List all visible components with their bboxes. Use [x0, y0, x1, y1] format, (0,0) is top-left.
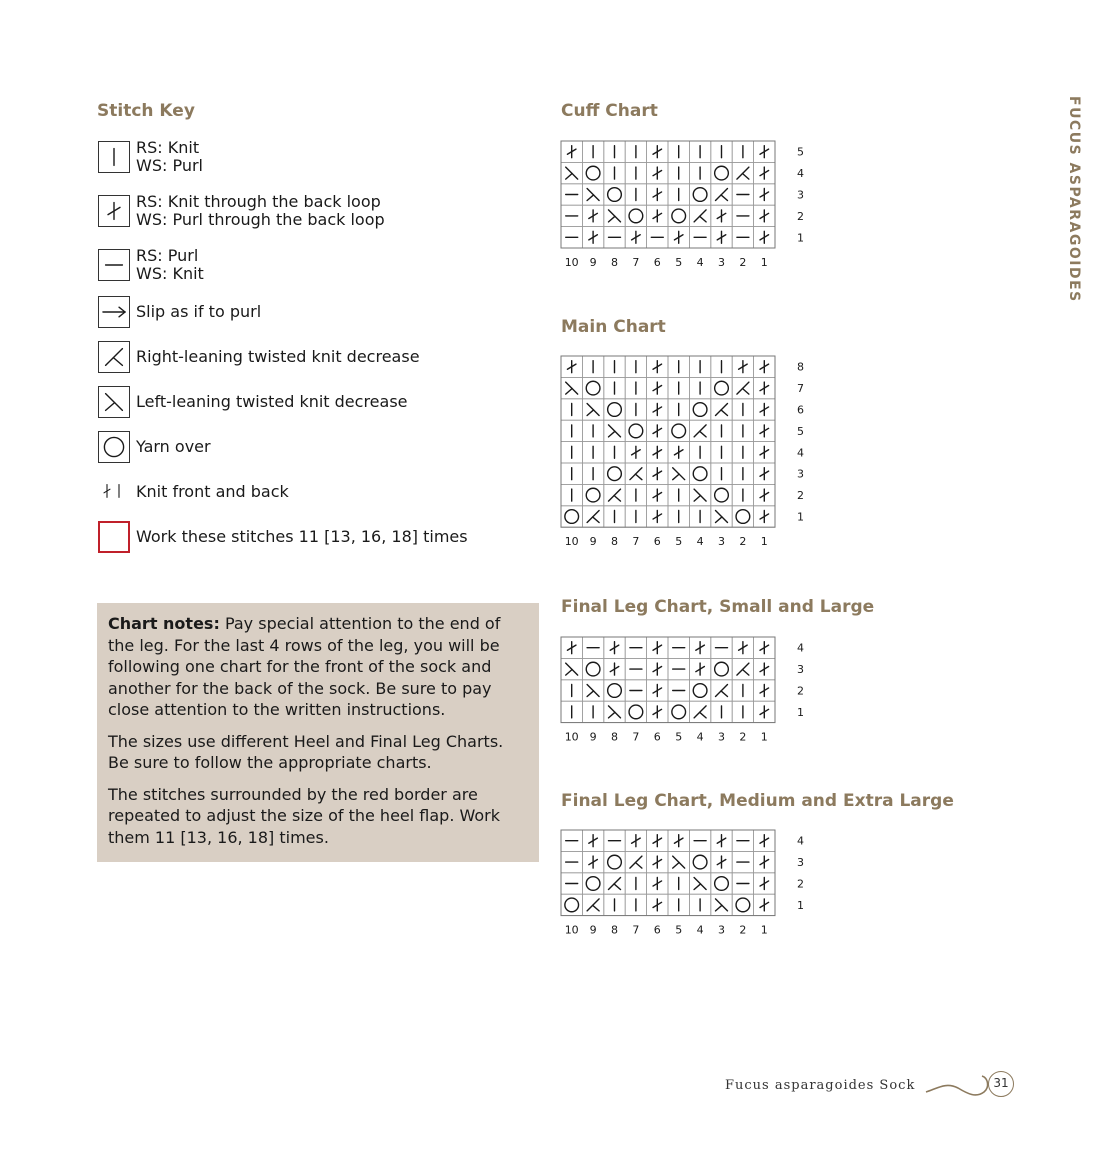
knit-symbol-icon	[98, 141, 130, 173]
chart-column-label: 8	[611, 535, 618, 549]
chart-row-label: 1	[797, 898, 804, 912]
chart-row-label: 4	[797, 446, 804, 460]
chart-column-label: 5	[675, 256, 683, 269]
stitch-key-label: Work these stitches 11 [13, 16, 18] times	[136, 527, 468, 546]
chart-column-label: 8	[611, 923, 618, 937]
final-leg-small-large-chart-title: Final Leg Chart, Small and Large	[561, 597, 875, 617]
chart-column-label: 2	[739, 730, 747, 744]
stitch-key-label: Right-leaning twisted knit decrease	[136, 347, 420, 366]
chart-column-label: 5	[675, 730, 683, 744]
running-title: FUCUS ASPARAGOIDES	[1066, 96, 1082, 303]
stitch-key-item	[98, 296, 538, 330]
chart-column-label: 1	[760, 535, 768, 549]
stitch-key-item	[98, 246, 538, 283]
stitch-key-label: Yarn over	[136, 437, 211, 456]
chart-notes-paragraph-2: The sizes use different Heel and Final Leg Charts. Be sure to follow the appropriate charts.	[108, 731, 504, 772]
chart-column-label: 5	[675, 923, 683, 937]
chart-column-label: 2	[739, 923, 747, 937]
chart-row-label: 5	[797, 145, 804, 159]
chart-column-label: 10	[564, 730, 579, 744]
chart-notes-box	[97, 603, 539, 862]
stitch-key-label: RS: Purl	[136, 246, 199, 265]
chart-column-label: 7	[632, 535, 640, 549]
stitch-key-item	[98, 386, 538, 420]
chart-column-label: 10	[564, 535, 579, 549]
chart-column-label: 4	[696, 730, 704, 744]
slip-symbol-icon	[98, 296, 130, 328]
stitch-key-label: Left-leaning twisted knit decrease	[136, 392, 408, 411]
cuff-chart	[561, 141, 811, 274]
chart-notes-paragraph-1	[108, 613, 529, 721]
repeat-symbol-icon	[98, 521, 130, 553]
chart-column-label: 4	[696, 923, 704, 937]
chart-column-label: 5	[675, 535, 683, 549]
chart-row-label: 4	[797, 167, 804, 181]
stitch-key-item	[98, 476, 538, 510]
chart-column-label: 7	[632, 923, 640, 937]
chart-column-label: 4	[696, 256, 704, 269]
chart-grid	[561, 356, 811, 554]
chart-notes-paragraph-3: The stitches surrounded by the red border are repeated to adjust the size of the heel flap. Work them 11 [13, 16, 18] times.	[108, 784, 501, 847]
chart-column-label: 2	[739, 535, 747, 549]
chart-row-label: 4	[797, 834, 804, 848]
chart-grid	[561, 830, 811, 942]
chart-column-label: 8	[611, 730, 618, 744]
chart-row-label: 2	[797, 209, 804, 223]
final-leg-medium-xl-chart-title: Final Leg Chart, Medium and Extra Large	[561, 791, 954, 811]
chart-column-label: 3	[718, 256, 725, 269]
ldec-symbol-icon	[98, 386, 130, 418]
stitch-key-item	[98, 431, 538, 465]
chart-column-label: 9	[589, 535, 597, 549]
stitch-key-title: Stitch Key	[97, 101, 195, 121]
stitch-key-item	[98, 138, 538, 175]
chart-column-label: 3	[718, 923, 725, 937]
main-chart-title: Main Chart	[561, 317, 666, 337]
chart-column-label: 6	[653, 256, 661, 269]
stitch-key-label: WS: Purl through the back loop	[136, 210, 385, 229]
chart-column-label: 6	[653, 730, 661, 744]
chart-column-label: 9	[589, 923, 597, 937]
tbl-symbol-icon	[98, 195, 130, 227]
chart-row-label: 2	[797, 877, 804, 891]
chart-column-label: 3	[718, 535, 725, 549]
stitch-key-item	[98, 192, 538, 229]
chart-column-label: 4	[696, 535, 704, 549]
footer-title: Fucus asparagoides Sock	[725, 1078, 916, 1093]
chart-column-label: 8	[611, 256, 618, 269]
stitch-key-item	[98, 521, 538, 555]
chart-row-label: 6	[797, 403, 804, 417]
chart-column-label: 6	[653, 535, 661, 549]
chart-column-label: 10	[564, 923, 579, 937]
chart-column-label: 9	[589, 730, 597, 744]
stitch-key-item	[98, 341, 538, 375]
chart-row-label: 2	[797, 489, 804, 503]
chart-row-label: 1	[797, 510, 804, 524]
stitch-key-label: Slip as if to purl	[136, 302, 262, 321]
chart-row-label: 3	[797, 856, 804, 870]
chart-notes-text-1: Pay special attention to the end of the leg. For the last 4 rows of the leg, you will be following one chart for the front of the sock and another for the back of the sock. Be sure to pay close attention to the written instructions.	[108, 614, 501, 719]
chart-row-label: 3	[797, 663, 804, 677]
chart-row-label: 3	[797, 188, 804, 202]
stitch-key-label: WS: Purl	[136, 156, 203, 175]
chart-row-label: 4	[797, 641, 804, 655]
chart-column-label: 10	[564, 256, 579, 269]
chart-row-label: 1	[797, 705, 804, 719]
chart-column-label: 3	[718, 730, 725, 744]
chart-column-label: 1	[760, 730, 768, 744]
chart-column-label: 2	[739, 256, 747, 269]
final-leg-small-large-chart	[561, 637, 811, 749]
chart-column-label: 7	[632, 730, 640, 744]
chart-row-label: 3	[797, 467, 804, 481]
chart-row-label: 8	[797, 360, 804, 374]
chart-column-label: 6	[653, 923, 661, 937]
chart-grid	[561, 637, 811, 749]
rdec-symbol-icon	[98, 341, 130, 373]
chart-row-label: 1	[797, 231, 804, 245]
chart-column-label: 1	[760, 923, 768, 937]
kfb-symbol-icon	[98, 476, 130, 508]
chart-grid	[561, 141, 811, 274]
chart-notes-lead: Chart notes:	[108, 614, 220, 633]
cuff-chart-title: Cuff Chart	[561, 101, 658, 121]
purl-symbol-icon	[98, 249, 130, 281]
main-chart	[561, 356, 811, 554]
yo-symbol-icon	[98, 431, 130, 463]
final-leg-medium-xl-chart	[561, 830, 811, 942]
chart-column-label: 9	[589, 256, 597, 269]
stitch-key-label: RS: Knit through the back loop	[136, 192, 381, 211]
stitch-key-label: WS: Knit	[136, 264, 204, 283]
chart-row-label: 7	[797, 382, 804, 396]
page-number: 31	[988, 1071, 1014, 1097]
chart-column-label: 7	[632, 256, 640, 269]
chart-row-label: 2	[797, 684, 804, 698]
chart-column-label: 1	[760, 256, 768, 269]
stitch-key-label: RS: Knit	[136, 138, 200, 157]
flourish-icon	[924, 1068, 994, 1102]
chart-row-label: 5	[797, 424, 804, 438]
stitch-key-label: Knit front and back	[136, 482, 289, 501]
